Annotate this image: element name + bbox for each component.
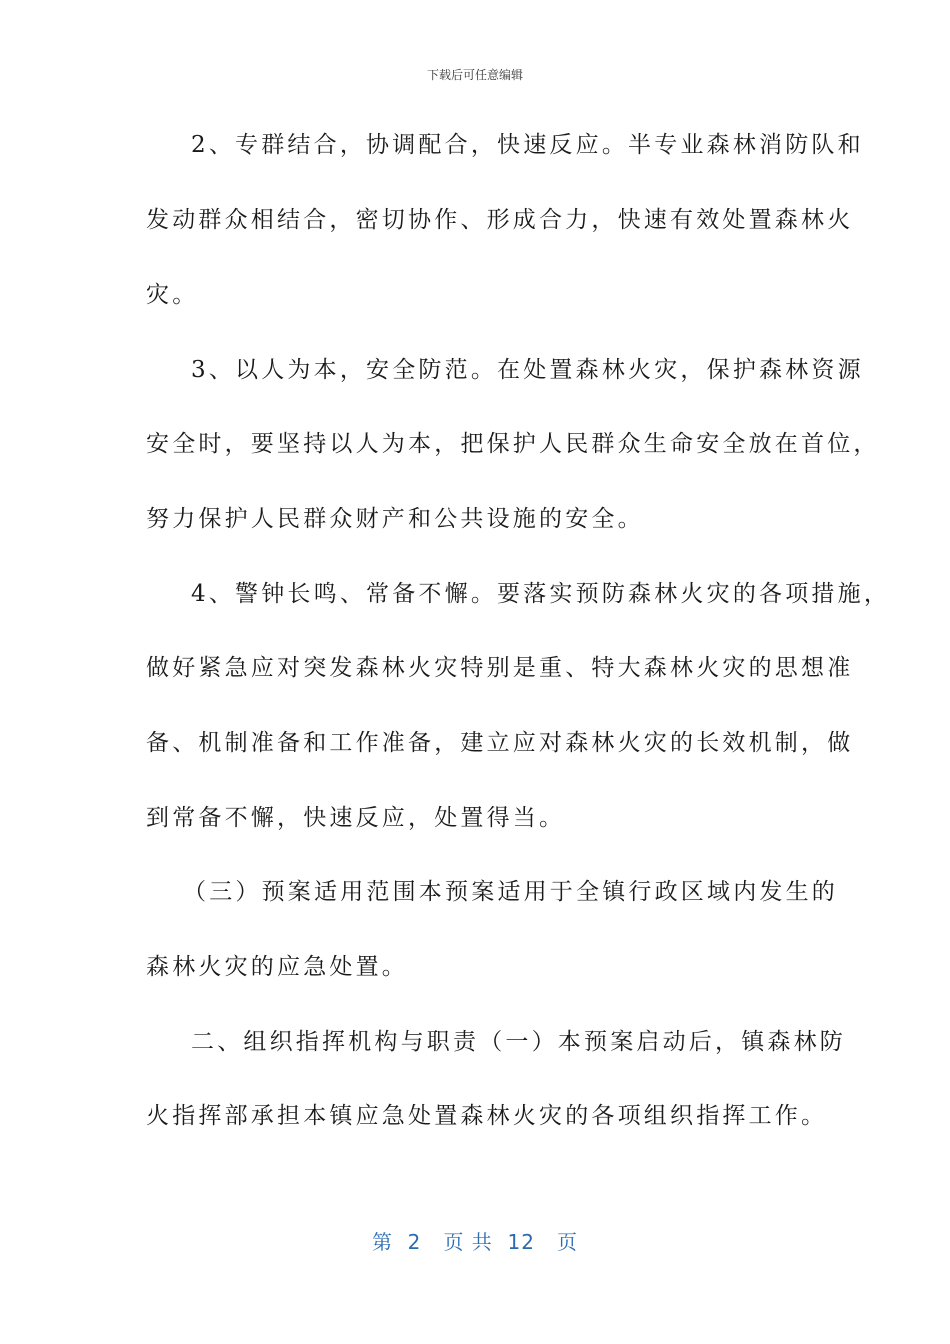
body-line: 努力保护人民群众财产和公共设施的安全。 <box>146 506 644 532</box>
body-line: 到常备不懈，快速反应，处置得当。 <box>146 805 566 831</box>
body-line: 森林火灾的应急处置。 <box>146 954 408 980</box>
body-line: 4、警钟长鸣、常备不懈。要落实预防森林火灾的各项措施， <box>191 581 891 607</box>
body-line: 灾。 <box>146 282 199 308</box>
body-line: （三）预案适用范围本预案适用于全镇行政区域内发生的 <box>183 879 838 905</box>
body-line: 二、组织指挥机构与职责（一）本预案启动后，镇森林防 <box>191 1029 846 1055</box>
page-header: 下载后可任意编辑 <box>426 68 523 82</box>
body-line: 发动群众相结合，密切协作、形成合力，快速有效处置森林火 <box>146 207 854 233</box>
body-line: 安全时，要坚持以人为本，把保护人民群众生命安全放在首位， <box>146 431 880 457</box>
body-line: 做好紧急应对突发森林火灾特别是重、特大森林火灾的思想准 <box>146 655 854 681</box>
body-line: 备、机制准备和工作准备，建立应对森林火灾的长效机制，做 <box>146 730 854 756</box>
body-line: 2、专群结合，协调配合，快速反应。半专业森林消防队和 <box>191 132 864 158</box>
page-number-footer: 第 2 页 共 12 页 <box>371 1230 579 1254</box>
body-line: 火指挥部承担本镇应急处置森林火灾的各项组织指挥工作。 <box>146 1103 828 1129</box>
body-line: 3、以人为本，安全防范。在处置森林火灾，保护森林资源 <box>191 357 864 383</box>
